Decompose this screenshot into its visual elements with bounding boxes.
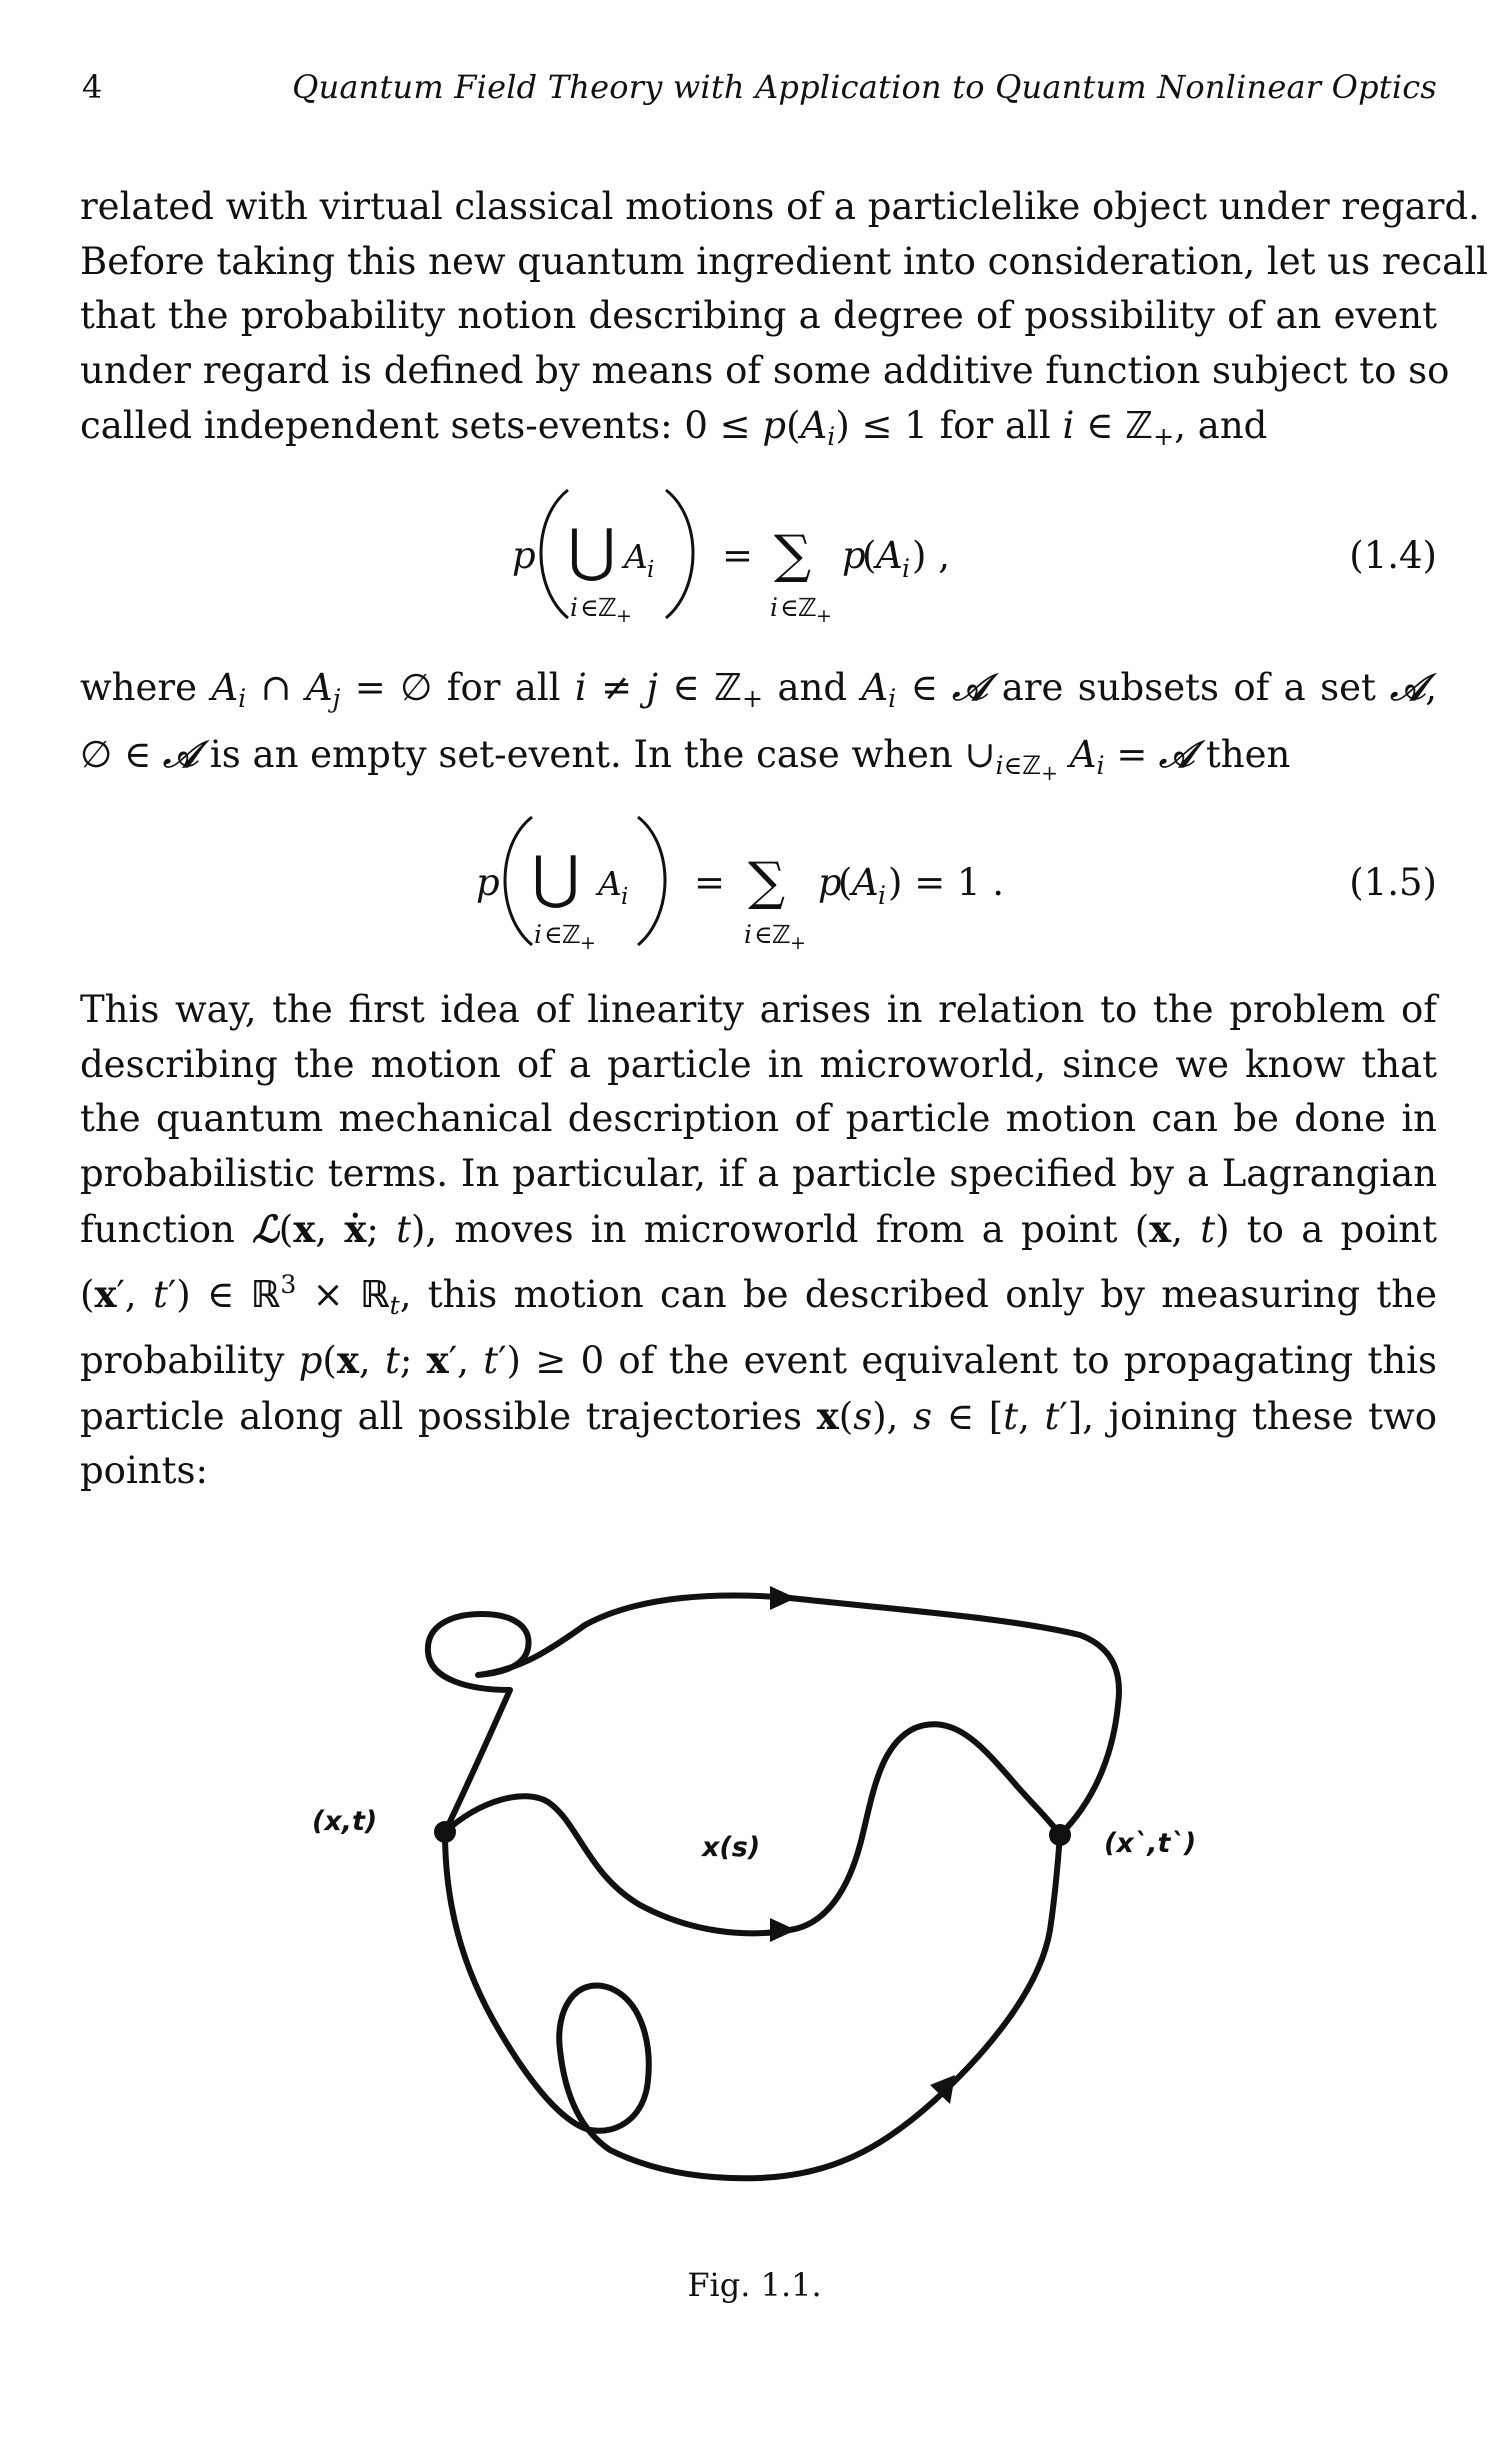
svg-text:∑: ∑ [748,852,786,912]
svg-text:⋃: ⋃ [568,516,616,584]
svg-text:+: + [616,605,632,627]
svg-text:∈: ∈ [754,920,773,949]
svg-text:∈: ∈ [580,593,599,622]
svg-text:ℤ: ℤ [562,920,581,949]
figure-1-1 [0,1570,1509,2250]
page-number: 4 [82,68,103,106]
svg-text:(: ( [862,534,877,577]
label-path: x(s) [702,1832,761,1863]
svg-text:p: p [512,534,536,577]
svg-text:ℤ: ℤ [772,920,791,949]
equation-number-1-5: (1.5) [1349,861,1437,904]
running-title: Quantum Field Theory with Application to Quantum Nonlinear Optics [292,68,1437,106]
arrow-upper [770,1586,796,1610]
equation-1-5-formula [80,795,1180,965]
svg-text:+: + [790,932,806,954]
svg-text:ℤ: ℤ [598,593,617,622]
svg-text:⋃: ⋃ [532,843,580,911]
figure-caption: Fig. 1.1. [687,2266,822,2304]
svg-text:=: = [722,534,754,577]
lower-trajectory [445,1832,1060,2178]
trajectory-diagram [0,1570,1509,2250]
svg-text:) = 1 .: ) = 1 . [888,861,1005,904]
paragraph-linearity: This way, the first idea of linearity arises in relation to the problem of describing the motion of a particle in microworld, since we know that the quantum mechanical description of particle motion can be done in probabilistic terms. In particular, if a particle specified by a Lagrangian function ℒ(x, ẋ; t), moves in microworld from a point (x, t) to a point (x′, t′) ∈ ℝ$^3$ × ℝ$_t$, this motion can be described only by measuring the probability p(x, t; x′, t′) ≥ 0 of the event equivalent to propagating this particle along all possible trajectories x(s), s ∈ [t, t′], joining these two points: [80,988,1437,1493]
svg-text:p: p [476,861,500,904]
svg-text:ℤ: ℤ [798,593,817,622]
equation-number-1-4: (1.4) [1349,534,1437,577]
paragraph-probability-intro: related with virtual classical motions of a particlelike object under regard. Before taking this new quantum ingredient into consideration, let us recall that the probability notion describing a degree of possibility of an event under regard is defined by means of some additive function subject to so called independent sets-events: $0 \le p(A_i) \le 1$ for all i ∈ ℤ$_+$, and [80,185,1488,451]
svg-text:∈: ∈ [780,593,799,622]
label-start-point: (x,t) [312,1806,378,1837]
svg-text:A: A [624,537,648,576]
svg-text:p: p [818,861,842,904]
svg-text:=: = [694,861,726,904]
svg-text:i: i [647,557,655,583]
svg-text:+: + [816,605,832,627]
svg-text:∑: ∑ [774,525,812,585]
start-point-marker [434,1821,456,1843]
svg-text:i: i [621,884,629,910]
svg-text:A: A [852,861,879,904]
svg-text:A: A [598,864,622,903]
equation-1-4-formula [80,468,1180,638]
svg-text:p: p [842,534,866,577]
svg-text:i: i [902,554,910,583]
page-header [82,68,1437,118]
svg-text:∈: ∈ [544,920,563,949]
svg-text:A: A [876,534,903,577]
end-point-marker [1049,1824,1071,1846]
svg-text:i: i [570,593,578,622]
svg-text:i: i [534,920,542,949]
svg-text:+: + [580,932,596,954]
svg-text:i: i [770,593,778,622]
svg-text:i: i [744,920,752,949]
label-end-point: (x`,t`) [1104,1828,1197,1859]
middle-trajectory [445,1724,1060,1933]
svg-text:i: i [878,881,886,910]
equation-1-5 [80,795,1437,965]
arrow-middle [770,1918,796,1942]
paragraph-disjoint-sets: where $A_i$ ∩ $A_j$ = ∅ for all i ≠ j ∈ ℤ$_+$ and $A_i$ ∈ 𝒜 are subsets of a set 𝒜, ∅ ∈ 𝒜 is an empty set-event. In the case when $\cup_{i\in ℤ_+}$ $A_i$ = 𝒜 then [80,665,1437,785]
svg-text:) ,: ) , [912,534,950,577]
svg-text:(: ( [838,861,853,904]
equation-1-4 [80,468,1437,638]
